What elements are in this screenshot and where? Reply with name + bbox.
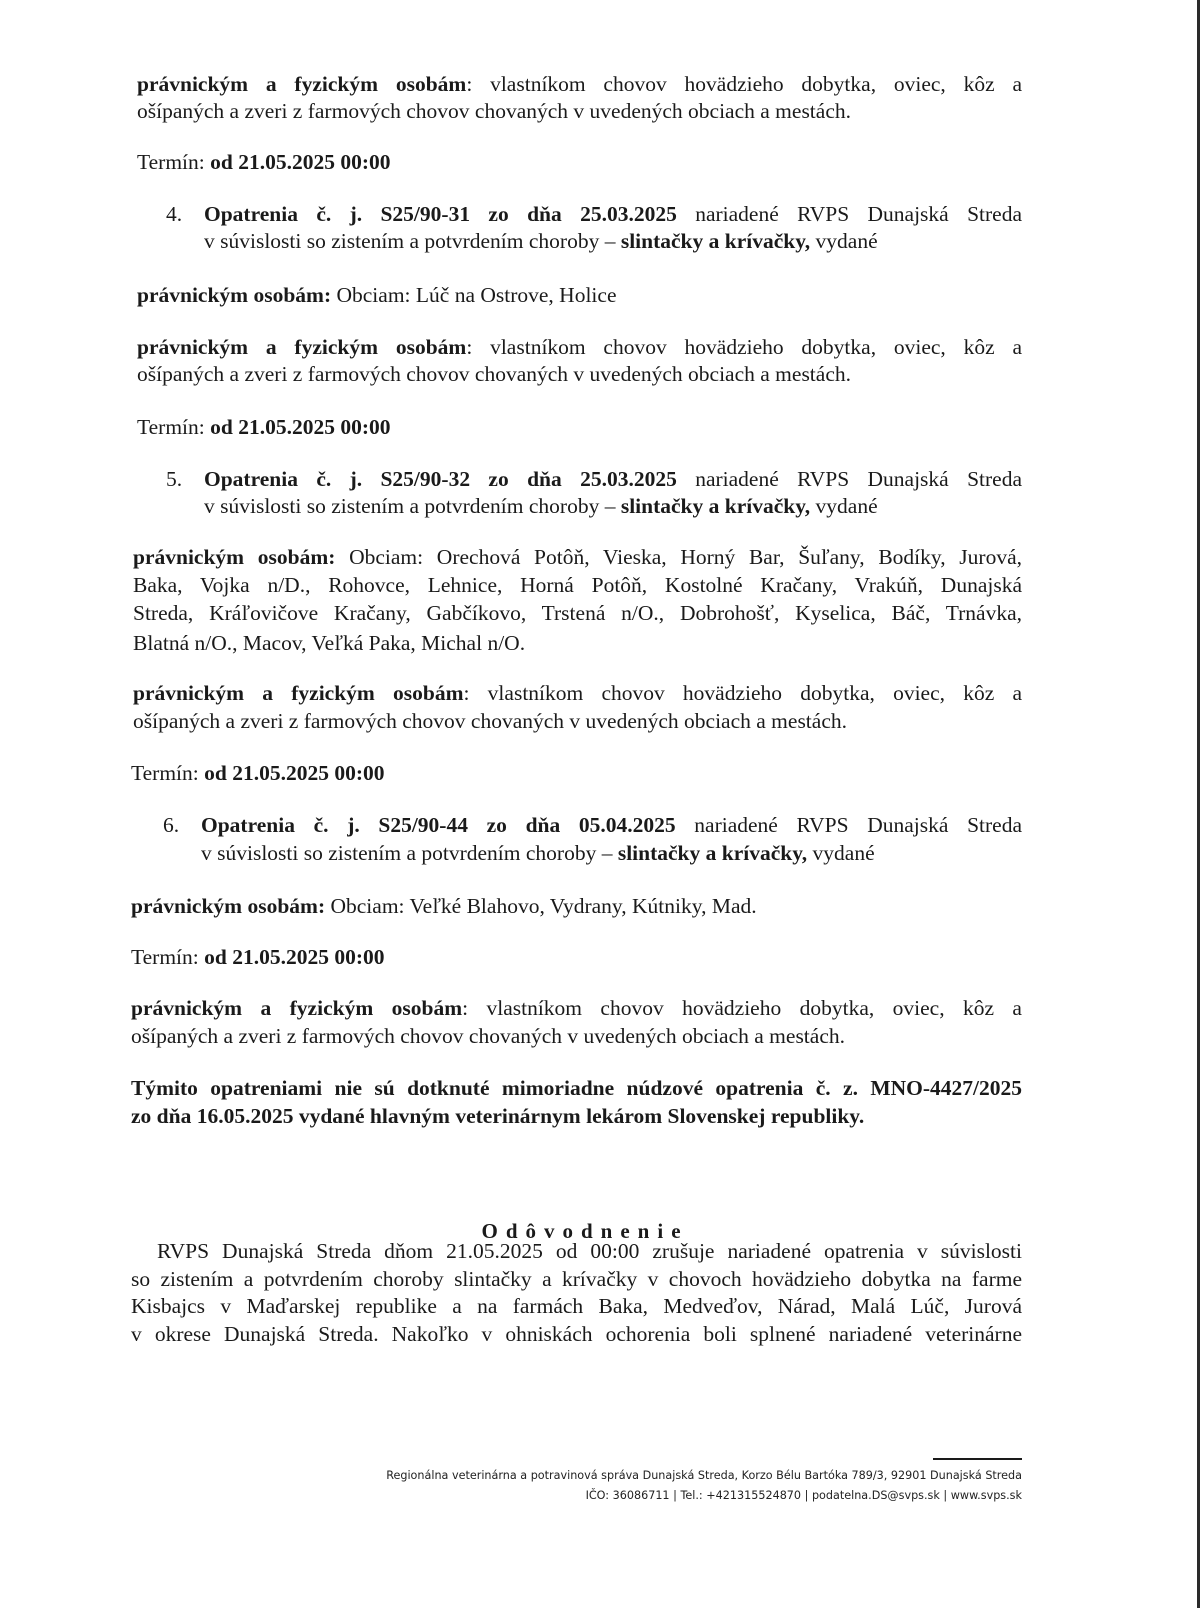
footer-contacts — [586, 1488, 1022, 1504]
term-label: Termín: — [131, 761, 205, 785]
municipalities-list: Obciam: Orechová Potôň, Vieska, Horný Bar, Šuľany, Bodíky, Jurová, — [335, 545, 1023, 569]
item-5-disease: slintačky a krívačky, — [620, 494, 811, 518]
item-4-issued: vydané — [810, 229, 878, 253]
owners-label: právnickým a fyzickým osobám — [137, 72, 467, 96]
item-5-number: 5. — [166, 467, 183, 491]
term-2 — [137, 413, 391, 441]
item-5-context: v súvislosti so zistením a potvrdením choroby – — [204, 494, 621, 518]
legal-persons-4 — [137, 281, 617, 309]
paragraph-owners-1-line-1 — [137, 70, 1022, 98]
footer-rule — [933, 1458, 1022, 1460]
item-6-issued: vydané — [807, 841, 875, 865]
paragraph-owners-2-line-2: ošípaných a zveri z farmových chovov chovaných v uvedených obciach a mestách. — [137, 362, 851, 386]
term-value: od 21.05.2025 00:00 — [204, 945, 385, 969]
item-5-line-2 — [204, 492, 878, 520]
paragraph-owners-4-line-2: ošípaných a zveri z farmových chovov chovaných v uvedených obciach a mestách. — [131, 1024, 845, 1048]
item-4-authority: nariadené RVPS Dunajská Streda — [676, 202, 1022, 226]
item-4-context: v súvislosti so zistením a potvrdením choroby – — [204, 229, 621, 253]
item-5-issued: vydané — [810, 494, 878, 518]
owners-label: právnickým a fyzickým osobám — [133, 681, 464, 705]
item-4-number: 4. — [166, 202, 183, 226]
footer-website-link[interactable]: www.svps.sk — [950, 1489, 1022, 1502]
owners-text: : vlastníkom chovov hovädzieho dobytka, oviec, kôz a — [462, 996, 1022, 1020]
term-4 — [131, 943, 385, 971]
owners-text: : vlastníkom chovov hovädzieho dobytka, oviec, kôz a — [466, 335, 1022, 359]
separator: | — [669, 1489, 681, 1502]
item-5-authority: nariadené RVPS Dunajská Streda — [676, 467, 1022, 491]
legal-persons-5-line-3: Streda, Kráľovičove Kračany, Gabčíkovo, Trstená n/O., Dobrohošť, Kyselica, Báč, Trnávka, — [133, 601, 1022, 625]
item-6-reference: Opatrenia č. j. S25/90-44 zo dňa 05.04.2025 — [201, 813, 676, 837]
term-value: od 21.05.2025 00:00 — [210, 150, 391, 174]
section-heading-justification: Odôvodnenie — [481, 1219, 689, 1243]
item-6-line-1 — [201, 811, 1022, 839]
item-4-line-1 — [204, 200, 1022, 228]
separator: | — [939, 1489, 951, 1502]
term-label: Termín: — [137, 415, 211, 439]
municipalities-list: Obciam: Veľké Blahovo, Vydrany, Kútniky, Mad. — [325, 894, 757, 918]
term-label: Termín: — [131, 945, 205, 969]
legal-persons-label: právnickým osobám: — [137, 283, 332, 307]
paragraph-owners-3-line-1 — [133, 679, 1022, 707]
item-4-disease: slintačky a krívačky, — [620, 229, 811, 253]
paragraph-owners-2-line-1 — [137, 333, 1022, 361]
item-5-line-1 — [204, 465, 1022, 493]
item-6-number: 6. — [163, 813, 180, 837]
separator: | — [801, 1489, 812, 1502]
legal-persons-6 — [131, 892, 757, 920]
item-6-disease: slintačky a krívačky, — [617, 841, 808, 865]
owners-label: právnickým a fyzickým osobám — [131, 996, 463, 1020]
notice-line-1: Týmito opatreniami nie sú dotknuté mimoriadne núdzové opatrenia č. z. MNO-4427/2025 — [131, 1076, 1022, 1100]
paragraph-owners-1-line-2: ošípaných a zveri z farmových chovov chovaných v uvedených obciach a mestách. — [137, 99, 851, 123]
justification-line-2: so zistením a potvrdením choroby slintačky a krívačky v chovoch hovädzieho dobytka na farme — [131, 1267, 1022, 1291]
legal-persons-5-line-1 — [133, 543, 1022, 571]
footer-email-link[interactable]: podatelna.DS@svps.sk — [811, 1489, 940, 1502]
owners-text: : vlastníkom chovov hovädzieho dobytka, oviec, kôz a — [466, 72, 1022, 96]
item-6-authority: nariadené RVPS Dunajská Streda — [675, 813, 1022, 837]
term-value: od 21.05.2025 00:00 — [204, 761, 385, 785]
item-4-reference: Opatrenia č. j. S25/90-31 zo dňa 25.03.2025 — [204, 202, 677, 226]
item-5-reference: Opatrenia č. j. S25/90-32 zo dňa 25.03.2025 — [204, 467, 677, 491]
item-6-line-2 — [201, 839, 875, 867]
item-4-line-2 — [204, 227, 878, 255]
owners-text: : vlastníkom chovov hovädzieho dobytka, oviec, kôz a — [463, 681, 1022, 705]
footer-phone: Tel.: +421315524870 — [680, 1489, 802, 1502]
legal-persons-label: právnickým osobám: — [131, 894, 326, 918]
paragraph-owners-4-line-1 — [131, 994, 1022, 1022]
owners-label: právnickým a fyzickým osobám — [137, 335, 467, 359]
term-value: od 21.05.2025 00:00 — [210, 415, 391, 439]
term-label: Termín: — [137, 150, 211, 174]
legal-persons-5-line-4: Blatná n/O., Macov, Veľká Paka, Michal n/O. — [133, 631, 526, 655]
legal-persons-label: právnickým osobám: — [133, 545, 336, 569]
legal-persons-5-line-2: Baka, Vojka n/D., Rohovce, Lehnice, Horná Potôň, Kostolné Kračany, Vrakúň, Dunajská — [133, 573, 1022, 597]
justification-line-3: Kisbajcs v Maďarskej republike a na farmách Baka, Medveďov, Nárad, Malá Lúč, Jurová — [131, 1294, 1022, 1318]
term-1 — [137, 148, 391, 176]
municipalities-list: Obciam: Lúč na Ostrove, Holice — [331, 283, 617, 307]
justification-line-1: RVPS Dunajská Streda dňom 21.05.2025 od 00:00 zrušuje nariadené opatrenia v súvislosti — [157, 1239, 1022, 1263]
footer-ico: IČO: 36086711 — [585, 1489, 670, 1502]
footer-address: Regionálna veterinárna a potravinová správa Dunajská Streda, Korzo Bélu Bartóka 789/3, 92901 Dunajská Streda — [386, 1469, 1022, 1482]
notice-line-2: zo dňa 16.05.2025 vydané hlavným veterinárnym lekárom Slovenskej republiky. — [131, 1104, 865, 1128]
justification-line-4: v okrese Dunajská Streda. Nakoľko v ohniskách ochorenia boli splnené nariadené veterinárne — [131, 1322, 1022, 1346]
paragraph-owners-3-line-2: ošípaných a zveri z farmových chovov chovaných v uvedených obciach a mestách. — [133, 709, 847, 733]
term-3 — [131, 759, 385, 787]
item-6-context: v súvislosti so zistením a potvrdením choroby – — [201, 841, 618, 865]
